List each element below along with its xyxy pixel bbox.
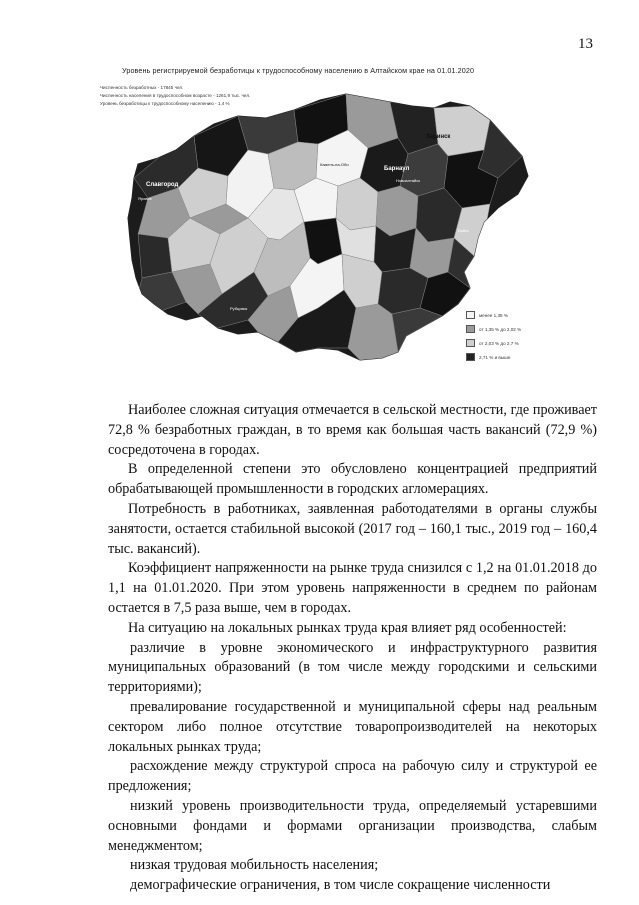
list-item: различие в уровне экономического и инфраструктурного развития муниципальных образований (в том числе между городскими и сельскими территориями); [108, 639, 597, 696]
label-biysk: Бийск [458, 228, 469, 233]
label-rubtsovsk: Рубцовск [230, 306, 248, 311]
stat-unemployment-rate: Уровень безработицы к трудоспособному населению - 1,4 % [100, 101, 230, 106]
legend-label: от 2,03 % до 2,7 % [479, 340, 519, 346]
legend-item [466, 336, 521, 350]
unemployment-map-figure [98, 58, 564, 380]
body-text [108, 401, 597, 896]
label-yarovoe: Яровое [138, 196, 152, 201]
legend-swatch [466, 325, 475, 333]
paragraph: Потребность в работниках, заявленная работодателями в органы службы занятости, остается стабильной высокой (2017 год – 160,1 тыс., 2019 год – 160,4 тыс. вакансий). [108, 500, 597, 557]
paragraph: Наиболее сложная ситуация отмечается в сельской местности, где проживает 72,8 % безработных граждан, в то время как большая часть вакансий (72,9 %) сосредоточена в городах. [108, 402, 597, 458]
legend-item [466, 308, 521, 322]
label-novoaltaysk: Новоалтайск [396, 178, 420, 183]
label-slavgorod: Славгород [146, 182, 179, 188]
legend-swatch [466, 353, 475, 361]
map-legend [466, 308, 521, 364]
map-title: Уровень регистрируемой безработицы к трудоспособному населению в Алтайском крае на 01.01.2020 [122, 66, 475, 75]
paragraph: Коэффициент напряженности на рынке труда снизился с 1,2 на 01.01.2018 до 1,1 на 01.01.2020. При этом уровень напряженности в среднем по районам остается в 7,5 раза выше, чем в городах. [108, 560, 597, 616]
paragraph: На ситуацию на локальных рынках труда края влияет ряд особенностей: [128, 619, 567, 636]
paragraph: В определенной степени это обусловлено концентрацией предприятий обрабатывающей промышленности в городских агломерациях. [108, 461, 597, 498]
legend-label: менее 1,35 % [479, 312, 508, 318]
stat-working-population: Численность населения в трудоспособном возрасте - 1261,9 тыс. чел. [100, 93, 251, 98]
stat-unemployed: Численность безработных - 17845 чел. [100, 85, 184, 90]
legend-swatch [466, 339, 475, 347]
list-item: низкая трудовая мобильность населения; [130, 857, 379, 874]
page-number: 13 [578, 36, 593, 52]
label-kamen: Камень-на-Оби [320, 162, 349, 167]
list-item: демографические ограничения, в том числе сокращение численности [130, 877, 551, 894]
label-barnaul: Барнаул [384, 166, 410, 172]
list-item: низкий уровень производительности труда, определяемый устаревшими основными фондами и формами организации производства, слабым менеджментом; [108, 797, 597, 854]
label-aleysk: Алейск [312, 224, 334, 230]
legend-item [466, 350, 521, 364]
list-item: расхождение между структурой спроса на рабочую силу и структурой ее предложения; [108, 758, 597, 795]
legend-item [466, 322, 521, 336]
legend-swatch [466, 311, 475, 319]
legend-label: 2,71 % и выше [479, 354, 511, 360]
label-zarinsk: Заринск [426, 134, 451, 140]
list-item: превалирование государственной и муниципальной сферы над реальным сектором либо полное отсутствие товаропроизводителей на некоторых локальных рынках труда; [108, 698, 597, 755]
legend-label: от 1,35 % до 2,02 % [479, 326, 522, 332]
